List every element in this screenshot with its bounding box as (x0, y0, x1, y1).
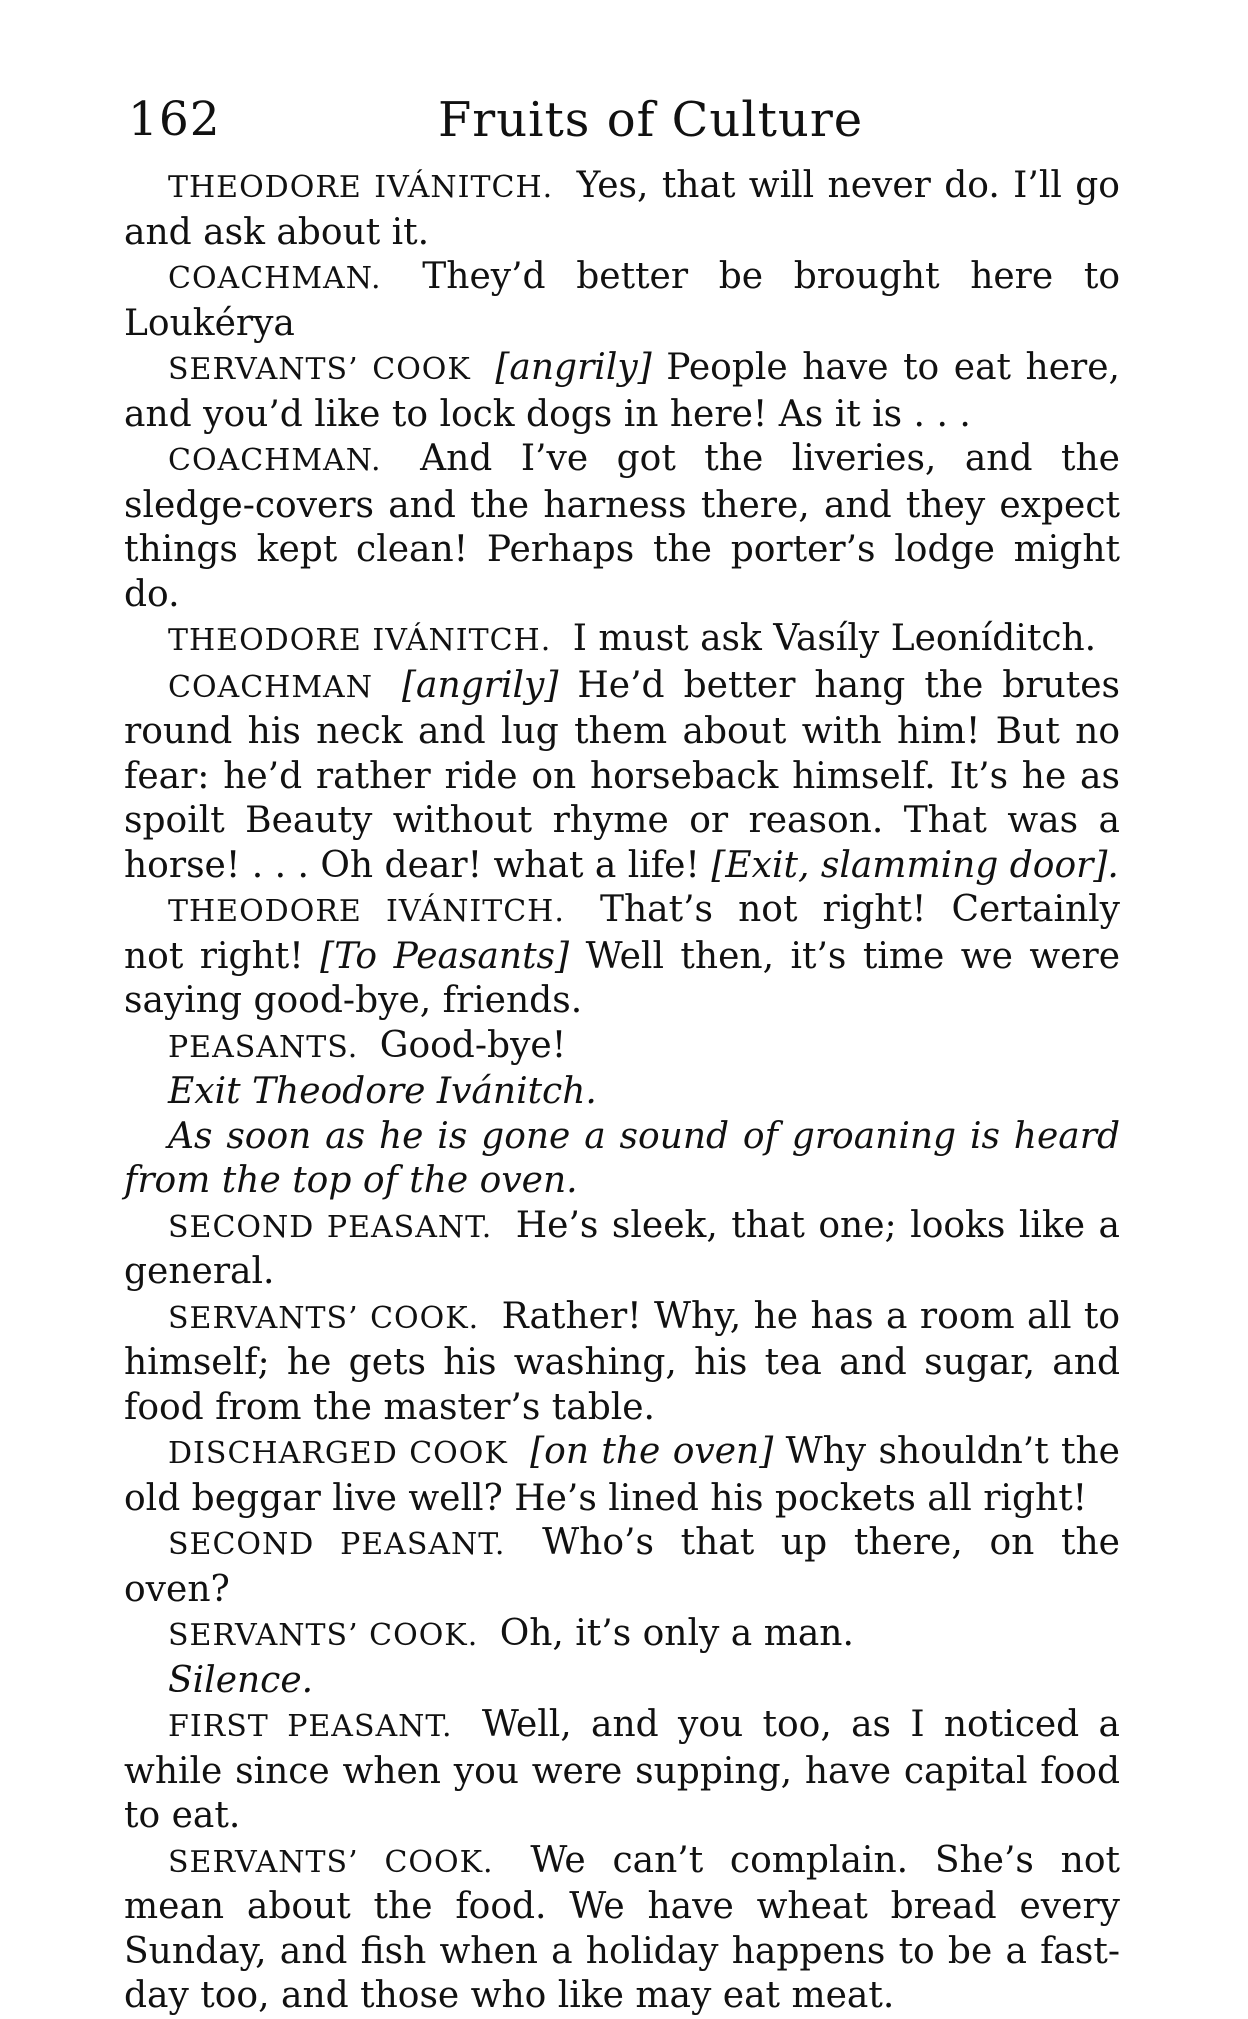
speech-text: Why shouldn’t the old beggar live well? He’s lined his pockets all right! (124, 1431, 1120, 1519)
stage-direction: [on the oven] (530, 1431, 774, 1472)
speech-1 (124, 164, 1120, 255)
speech-12 (124, 1521, 1120, 1612)
speech-text: Who’s that up there, on the oven? (124, 1522, 1120, 1610)
speech-text: And I’ve got the liveries, and the sledge-covers and the harness there, and they expect things kept clean! Perhaps the porter’s lodge might do. (124, 438, 1120, 615)
speech-7 (124, 888, 1120, 1024)
speech-15 (124, 1839, 1120, 2019)
speech-text: I must ask Vasíly Leoníditch. (572, 618, 1097, 659)
stage-direction: [To Peasants] (320, 935, 570, 977)
stage-direction-exit: Exit Theodore Ivánitch. (168, 1071, 597, 1112)
speech-text: Rather! Why, he has a room all to himself; he gets his washing, his tea and sugar, and food from the master’s table. (124, 1295, 1120, 1428)
speaker: SERVANTS’ COOK. (168, 1618, 479, 1653)
speech-text: Yes, that will never do. I’ll go and ask about it. (124, 165, 1120, 253)
speech-2 (124, 255, 1120, 346)
speech-text: They’d better be brought here to Loukérya (124, 256, 1120, 344)
speech-10 (124, 1295, 1120, 1431)
speech-5 (124, 617, 1120, 664)
speech-3 (124, 346, 1120, 437)
speech-text: That’s not right! Certainly not right! (124, 889, 1120, 977)
speech-9 (124, 1204, 1120, 1295)
speech-8 (124, 1024, 1120, 1071)
stage-direction-groaning: As soon as he is gone a sound of groaning is heard from the top of the oven. (124, 1115, 1120, 1201)
speaker: SERVANTS’ COOK. (168, 1844, 494, 1880)
speech-14 (124, 1703, 1120, 1839)
speech-text: People have to eat here, and you’d like to lock dogs in here! As it is . . . (124, 347, 1120, 435)
running-title: Fruits of Culture (438, 92, 864, 148)
speaker: THEODORE IVÁNITCH. (168, 170, 554, 205)
page-header (128, 92, 1120, 156)
speech-text: He’s sleek, that one; looks like a general. (124, 1204, 1120, 1292)
speech-text: Oh, it’s only a man. (499, 1613, 854, 1654)
speaker: FIRST PEASANT. (168, 1709, 453, 1744)
stage-direction: [Exit, slamming door]. (711, 844, 1119, 886)
speaker: SECOND PEASANT. (168, 1527, 506, 1562)
speech-text: Good-bye! (379, 1024, 567, 1066)
speech-text: We can’t complain. She’s not mean about the food. We have wheat bread every Sunday, and fish when a holiday happens to be a fast-day too, and those who like may eat meat. (124, 1839, 1120, 2016)
speaker: SECOND PEASANT. (168, 1209, 493, 1245)
speaker: COACHMAN. (168, 443, 382, 478)
speech-text: Well, and you too, as I noticed a while since when you were supping, have capital food to eat. (124, 1704, 1120, 1836)
speaker: SERVANTS’ COOK. (168, 1300, 480, 1336)
speaker: THEODORE IVÁNITCH. (168, 623, 552, 658)
speech-text: Well then, it’s time we were saying good-bye, friends. (124, 935, 1120, 1021)
speaker: COACHMAN. (168, 261, 382, 296)
stage-direction: [angrily] (495, 347, 652, 388)
speech-text: He’d better hang the brutes round his neck and lug them about with him! But no fear: he’d rather ride on horseback himself. It’s he as spoilt Beauty without rhyme or reason. That was a horse! . . . Oh dear! what a life! (124, 664, 1120, 886)
speech-11 (124, 1430, 1120, 1521)
speaker: SERVANTS’ COOK (168, 352, 471, 387)
speaker: THEODORE IVÁNITCH. (168, 894, 565, 929)
page-number: 162 (128, 92, 221, 147)
speaker: PEASANTS. (168, 1029, 359, 1065)
speech-4 (124, 437, 1120, 617)
play-text (124, 164, 1120, 2019)
stage-direction: [angrily] (402, 664, 559, 706)
speaker: DISCHARGED COOK (168, 1436, 508, 1471)
speech-13 (124, 1612, 1120, 1659)
stage-direction-silence: Silence. (168, 1659, 314, 1701)
speaker: COACHMAN (168, 669, 373, 705)
speech-6 (124, 664, 1120, 889)
